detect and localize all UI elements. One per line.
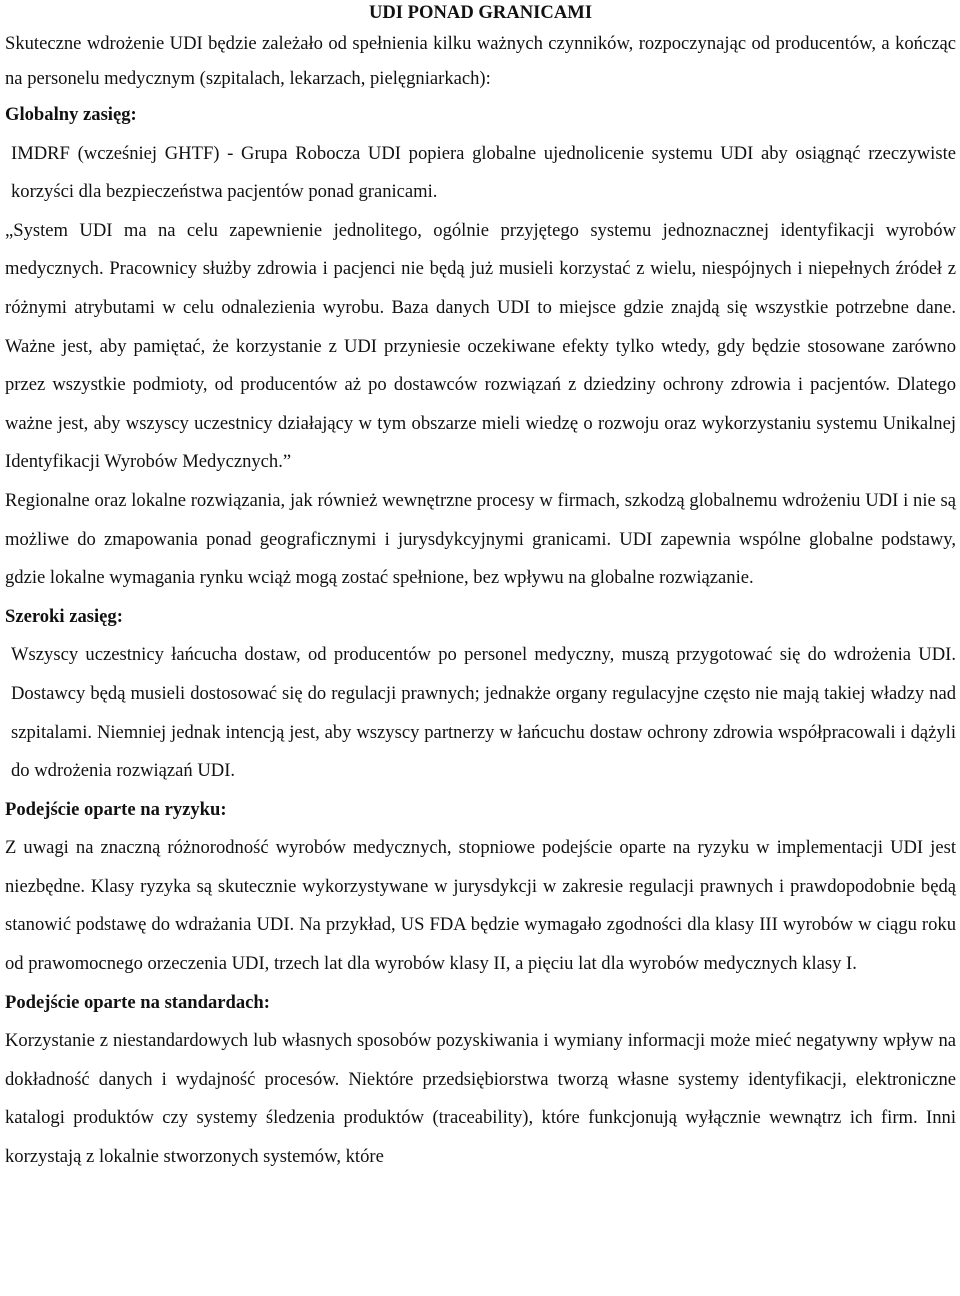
section-heading-global: Globalny zasięg: — [5, 104, 137, 125]
section-heading-broad: Szeroki zasięg: — [5, 605, 123, 627]
paragraph-regional: Regionalne oraz lokalne rozwiązania, jak również wewnętrzne procesy w firmach, szkodzą globalnemu wdrożeniu UDI i nie są możliwe do zmapowania ponad geograficznymi i jurysdykcyjnymi granicami. UDI zapewnia wspólne globalne podstawy, gdzie lokalne wymagania rynku wciąż mogą zostać spełnione, bez wpływu na globalne rozwiązanie. — [5, 489, 956, 589]
intro-paragraph: Skuteczne wdrożenie UDI będzie zależało od spełnienia kilku ważnych czynników, rozpoczynając od producentów, a kończąc na personelu medycznym (szpitalach, lekarzach, pielęgniarkach): — [5, 33, 956, 89]
section-heading-standards: Podejście oparte na standardach: — [5, 991, 270, 1013]
section-heading-risk: Podejście oparte na ryzyku: — [5, 798, 227, 820]
paragraph-participants: Wszyscy uczestnicy łańcucha dostaw, od producentów po personel medyczny, muszą przygotować się do wdrożenia UDI. Dostawcy będą musieli dostosować się do regulacji prawnych; jednakże organy regulacyjne często nie mają takiej władzy nad szpitalami. Niemniej jednak intencją jest, aby wszyscy partnerzy w łańcuchu dostaw ochrony zdrowia współpracowali i dążyli do wdrożenia rozwiązań UDI. — [11, 644, 956, 782]
paragraph-quote: „System UDI ma na celu zapewnienie jednolitego, ogólnie przyjętego systemu jednoznacznej identyfikacji wyrobów medycznych. Pracownicy służby zdrowia i pacjenci nie będą już musieli korzystać z wielu, niespójnych i niepełnych źródeł z różnymi atrybutami w celu odnalezienia wyrobu. Baza danych UDI to miejsce gdzie znajdą się wszystkie potrzebne dane. Ważne jest, aby pamiętać, że korzystanie z UDI przyniesie oczekiwane efekty tylko wtedy, gdy będzie stosowane zarówno przez wszystkie podmioty, od producentów aż po dostawców rozwiązań z dziedziny ochrony zdrowia i pacjentów. Dlatego ważne jest, aby wszyscy uczestnicy działający w tym obszarze mieli wiedzę o rozwoju oraz wykorzystaniu systemu Unikalnej Identyfikacji Wyrobów Medycznych.” — [5, 219, 956, 473]
document-title: UDI PONAD GRANICAMI — [368, 2, 593, 23]
paragraph-risk: Z uwagi na znaczną różnorodność wyrobów medycznych, stopniowe podejście oparte na ryzyku w implementacji UDI jest niezbędne. Klasy ryzyka są skutecznie wykorzystywane w jurysdykcji w zakresie regulacji prawnych i prawdopodobnie będą stanowić podstawę do wdrażania UDI. Na przykład, US FDA będzie wymagało zgodności dla klasy III wyrobów w ciągu roku od prawomocnego orzeczenia UDI, trzech lat dla wyrobów klasy II, a pięciu lat dla wyrobów medycznych klasy I. — [5, 837, 956, 975]
document-page — [5, 0, 956, 1177]
paragraph-standards: Korzystanie z niestandardowych lub własnych sposobów pozyskiwania i wymiany informacji może mieć negatywny wpływ na dokładność danych i wydajność procesów. Niektóre przedsiębiorstwa tworzą własne systemy identyfikacji, elektroniczne katalogi produktów czy systemy śledzenia produktów (traceability), które funkcjonują wyłącznie wewnątrz ich firm. Inni korzystają z lokalnie stworzonych systemów, które — [5, 1030, 956, 1168]
paragraph-imdrf: IMDRF (wcześniej GHTF) - Grupa Robocza UDI popiera globalne ujednolicenie systemu UDI aby osiągnąć rzeczywiste korzyści dla bezpieczeństwa pacjentów ponad granicami. — [11, 142, 956, 203]
